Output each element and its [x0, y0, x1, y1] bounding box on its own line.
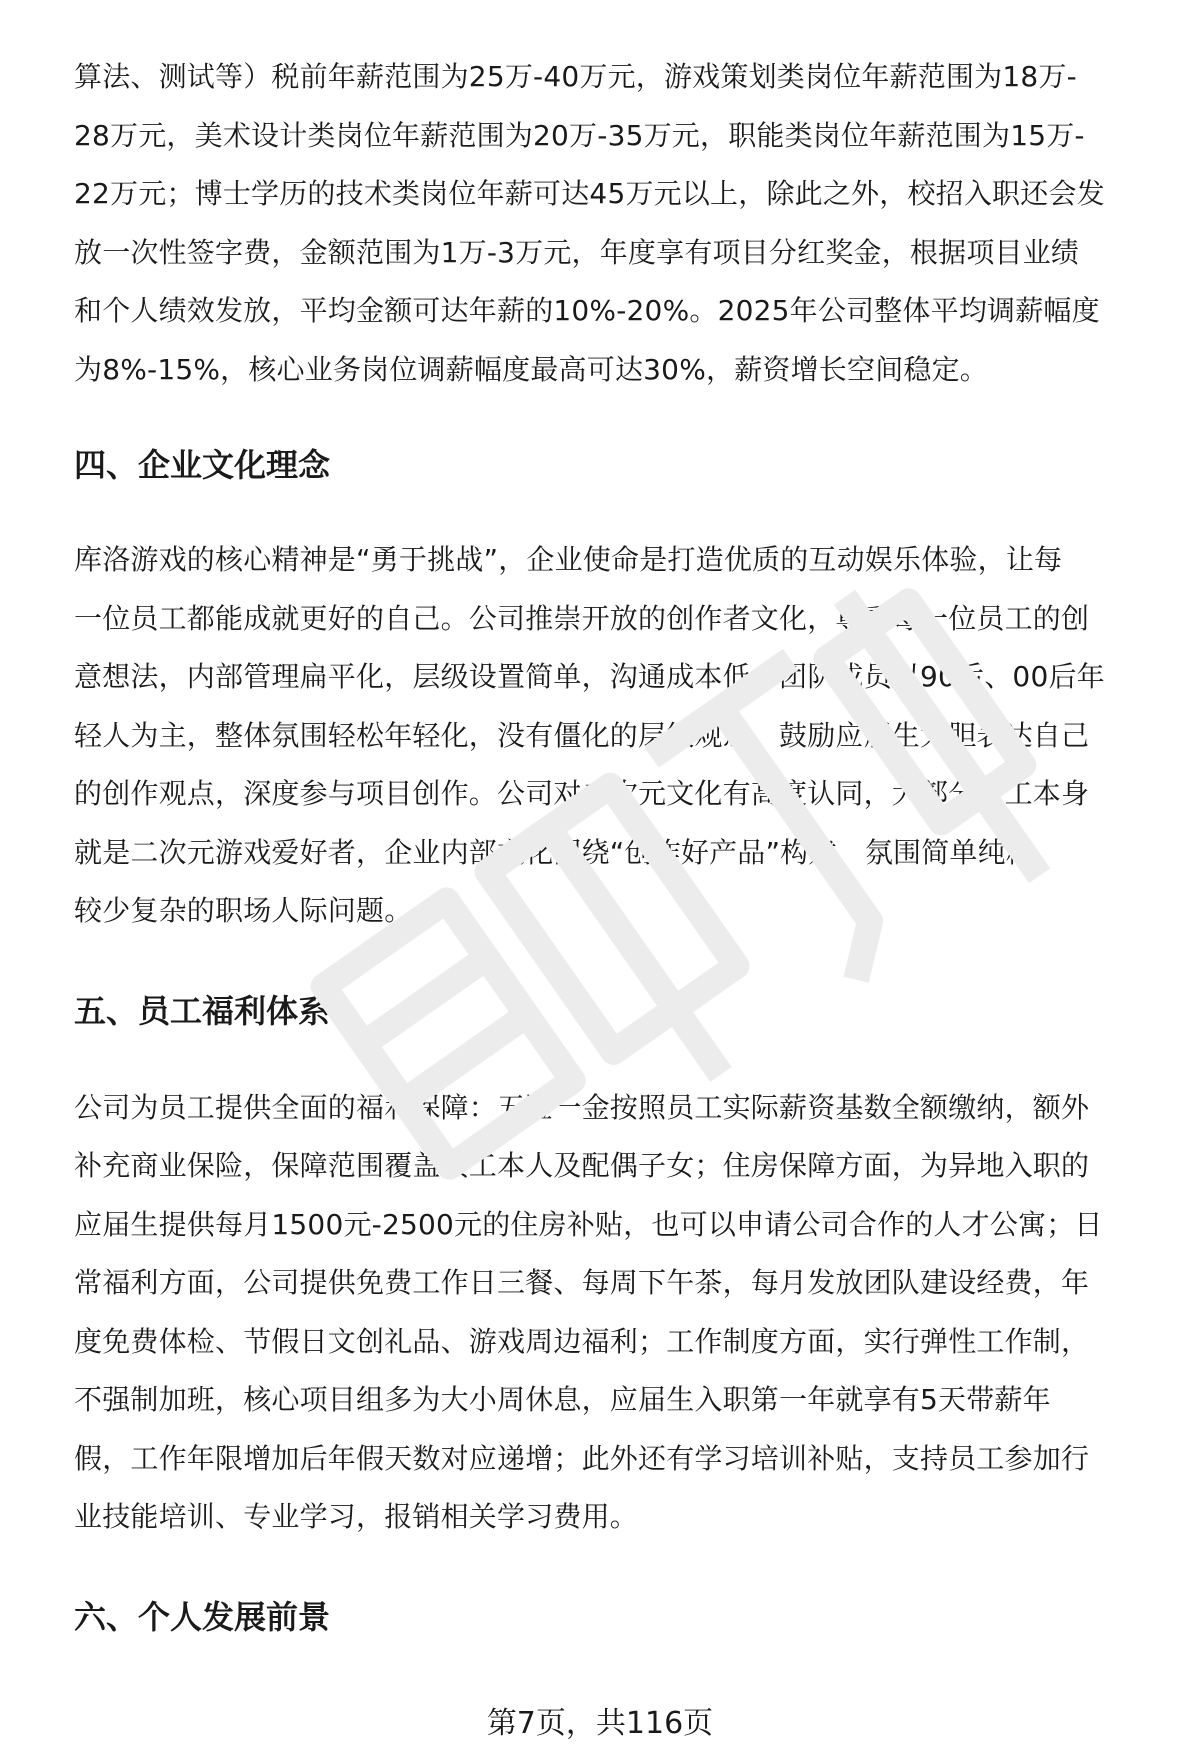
text-line: 22万元；博士学历的技术类岗位年薪可达45万元以上，除此之外，校招入职还会发 — [74, 177, 1105, 210]
text-line: 放一次性签字费，金额范围为1万-3万元，年度享有项目分红奖金，根据项目业绩 — [74, 235, 1080, 269]
text-line: 应届生提供每月1500元-2500元的住房补贴，也可以申请公司合作的人才公寓；日 — [74, 1207, 1103, 1241]
page-number: 第7页，共116页 — [486, 1706, 714, 1741]
text-line: 意想法，内部管理扁平化，层级设置简单，沟通成本低，团队成员以90后、00后年 — [74, 660, 1105, 693]
text-line: 度免费体检、节假日文创礼品、游戏周边福利；工作制度方面，实行弹性工作制， — [74, 1324, 1090, 1358]
text-line: 公司为员工提供全面的福利保障：五险一金按照员工实际薪资基数全额缴纳，额外 — [74, 1090, 1090, 1124]
text-line: 假，工作年限增加后年假天数对应递增；此外还有学习培训补贴，支持员工参加行 — [74, 1441, 1090, 1475]
text-line: 常福利方面，公司提供免费工作日三餐、每周下午茶，每月发放团队建设经费，年 — [74, 1266, 1090, 1299]
section-heading-benefits: 五、员工福利体系 — [74, 991, 331, 1030]
text-line: 轻人为主，整体氛围轻松年轻化，没有僵化的层级观念，鼓励应届生大胆表达自己 — [74, 718, 1090, 752]
benefits-paragraph — [74, 1079, 1160, 1547]
text-line: 不强制加班，核心项目组多为大小周休息，应届生入职第一年就享有5天带薪年 — [74, 1383, 1051, 1416]
salary-paragraph — [74, 48, 1160, 399]
section-heading-culture: 四、企业文化理念 — [74, 446, 331, 484]
text-line: 就是二次元游戏爱好者，企业内部文化围绕“创作好产品”构建，氛围简单纯粹， — [74, 835, 1063, 869]
document-content — [74, 48, 1160, 1637]
text-line: 算法、测试等）税前年薪范围为25万-40万元，游戏策划类岗位年薪范围为18万- — [74, 60, 1077, 93]
text-line: 补充商业保险，保障范围覆盖员工本人及配偶子女；住房保障方面，为异地入职的 — [74, 1149, 1090, 1182]
text-line: 和个人绩效发放，平均金额可达年薪的10%-20%。2025年公司整体平均调薪幅度 — [74, 294, 1100, 327]
text-line: 较少复杂的职场人际问题。 — [74, 894, 413, 927]
text-line: 库洛游戏的核心精神是“勇于挑战”，企业使命是打造优质的互动娱乐体验，让每 — [74, 543, 1063, 576]
text-line: 的创作观点，深度参与项目创作。公司对二次元文化有高度认同，大部分员工本身 — [74, 777, 1090, 810]
text-line: 为8%-15%，核心业务岗位调薪幅度最高可达30%，薪资增长空间稳定。 — [74, 352, 988, 386]
culture-paragraph — [74, 531, 1160, 941]
section-heading-development: 六、个人发展前景 — [74, 1597, 331, 1636]
text-line: 一位员工都能成就更好的自己。公司推崇开放的创作者文化，尊重每一位员工的创 — [74, 601, 1090, 635]
text-line: 28万元，美术设计类岗位年薪范围为20万-35万元，职能类岗位年薪范围为15万- — [74, 118, 1085, 152]
text-line: 业技能培训、专业学习，报销相关学习费用。 — [74, 1500, 639, 1533]
